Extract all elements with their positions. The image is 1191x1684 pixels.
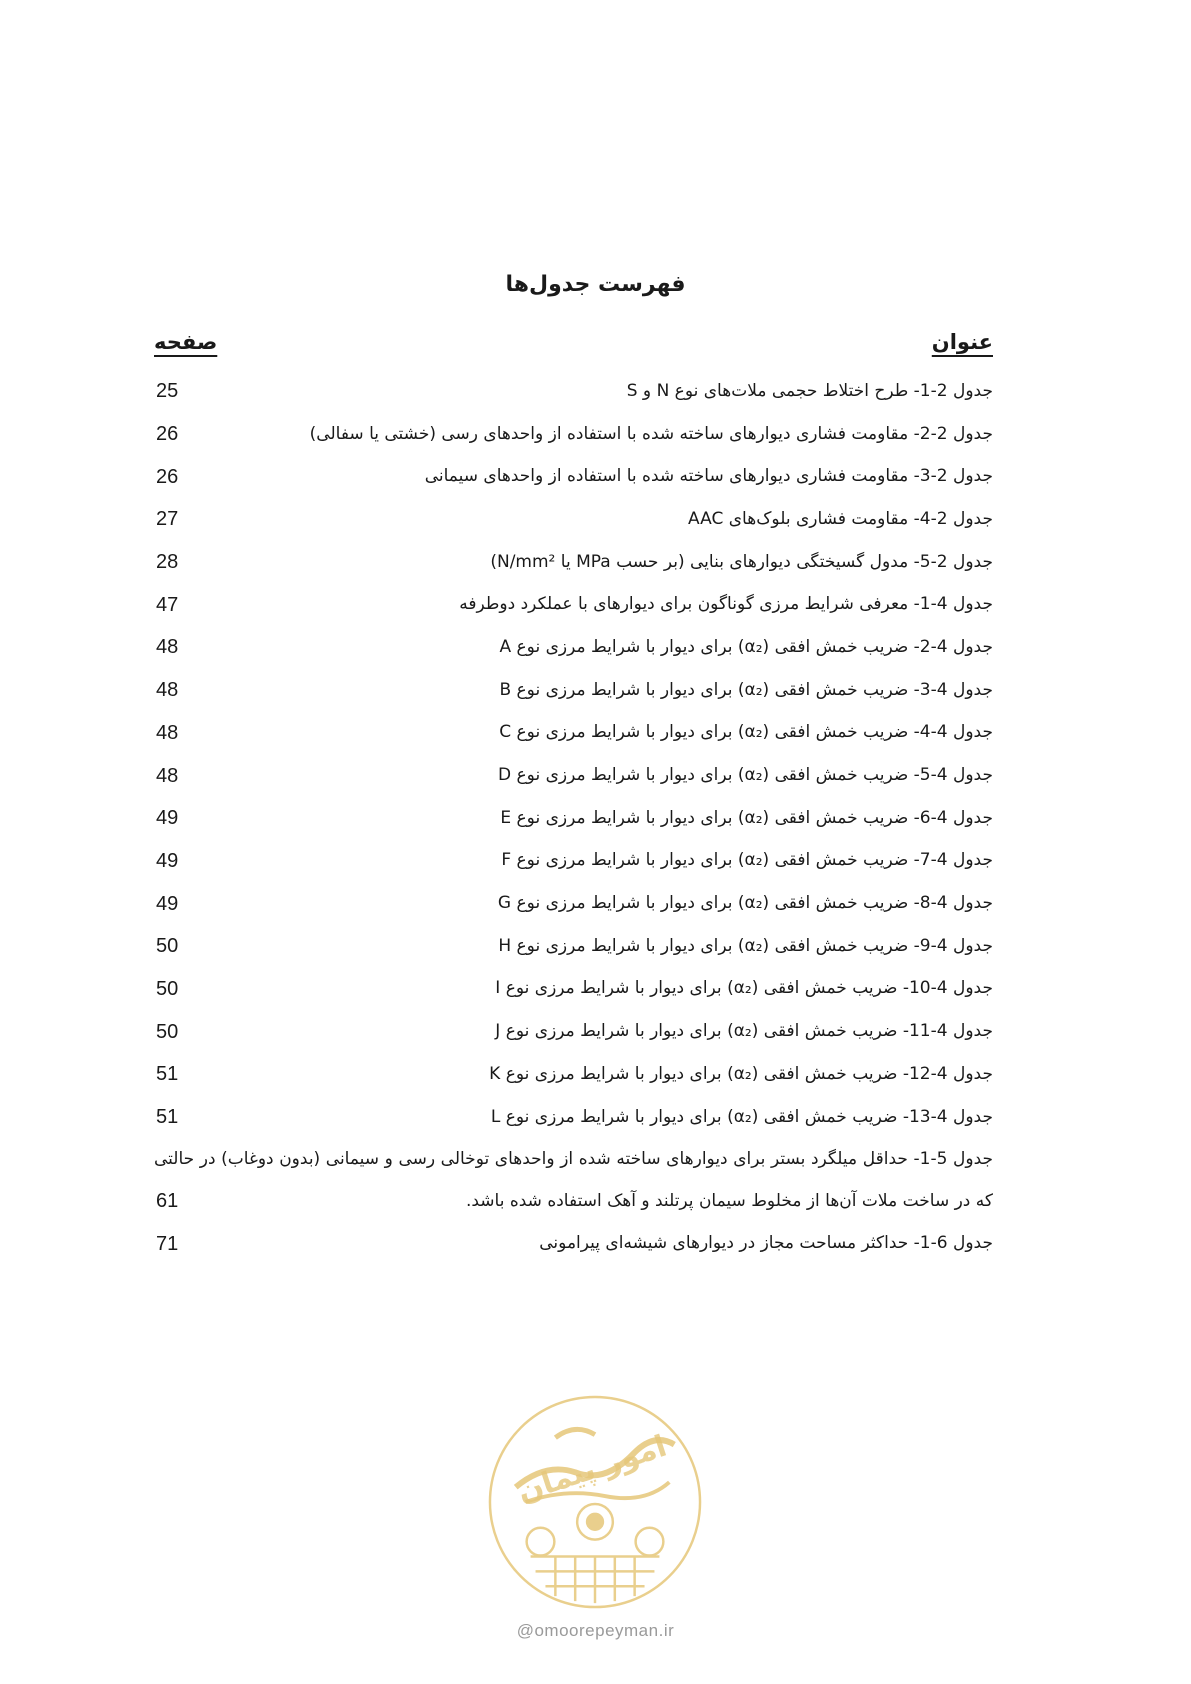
website-watermark: @omoorepeyman.ir	[516, 1621, 675, 1640]
toc-entry-title: جدول 4-9- ضریب خمش افقی (α₂) برای دیوار با شرایط مرزی نوع H	[498, 935, 993, 956]
toc-entry[interactable]	[154, 1010, 993, 1053]
toc-entry-page: 25	[156, 380, 179, 403]
toc-entry-page: 50	[156, 977, 179, 1000]
toc-entry-page: 49	[156, 849, 179, 872]
toc-entry[interactable]	[154, 1222, 993, 1265]
toc-entry-title: جدول 2-2- مقاومت فشاری دیوارهای ساخته شده با استفاده از واحدهای رسی (خشتی یا سفالی)	[309, 423, 993, 444]
toc-entry[interactable]	[154, 626, 993, 669]
toc-entry[interactable]	[154, 925, 993, 968]
toc-entry[interactable]	[154, 754, 993, 797]
page-column-header: صفحه	[154, 330, 218, 354]
toc-entry[interactable]	[154, 669, 993, 712]
toc-entry-page: 71	[156, 1232, 179, 1255]
toc-entry-title: جدول 4-10- ضریب خمش افقی (α₂) برای دیوار با شرایط مرزی نوع I	[495, 978, 993, 999]
toc-entry[interactable]	[154, 413, 993, 456]
toc-entry-title: جدول 4-2- ضریب خمش افقی (α₂) برای دیوار با شرایط مرزی نوع A	[499, 636, 993, 657]
toc-entry[interactable]	[154, 455, 993, 498]
toc-entry-page: 61	[156, 1190, 179, 1213]
toc-entry-title: جدول 4-8- ضریب خمش افقی (α₂) برای دیوار با شرایط مرزی نوع G	[497, 893, 993, 914]
toc-entry-title: جدول 4-4- ضریب خمش افقی (α₂) برای دیوار با شرایط مرزی نوع C	[499, 722, 993, 743]
toc-entry[interactable]	[154, 583, 993, 626]
toc-entry-page: 48	[156, 679, 179, 702]
toc-entry-page: 50	[156, 1020, 179, 1043]
toc-entry-title: جدول 4-12- ضریب خمش افقی (α₂) برای دیوار با شرایط مرزی نوع K	[489, 1063, 993, 1084]
toc-entry-page: 50	[156, 935, 179, 958]
toc-entry-page: 26	[156, 465, 179, 488]
toc-entry-title: جدول 4-7- ضریب خمش افقی (α₂) برای دیوار با شرایط مرزی نوع F	[501, 850, 993, 871]
toc-entry[interactable]	[154, 370, 993, 413]
toc-entry-title: جدول 4-6- ضریب خمش افقی (α₂) برای دیوار با شرایط مرزی نوع E	[500, 807, 993, 828]
toc-entry-page: 51	[156, 1063, 179, 1086]
toc-entry-page: 48	[156, 636, 179, 659]
toc-entry-page: 47	[156, 593, 179, 616]
toc-entry-page: 49	[156, 807, 179, 830]
page-title: فهرست جدول‌ها	[505, 272, 686, 297]
toc-entry-page: 48	[156, 721, 179, 744]
toc-entry-title: جدول 2-4- مقاومت فشاری بلوک‌های AAC	[688, 508, 993, 529]
title-column-header: عنوان	[931, 330, 993, 354]
publisher-seal-logo	[486, 1393, 704, 1611]
toc-entry[interactable]	[154, 1053, 993, 1096]
toc-entry[interactable]	[154, 1096, 993, 1139]
toc-entry-title: جدول 4-11- ضریب خمش افقی (α₂) برای دیوار با شرایط مرزی نوع J	[495, 1021, 993, 1042]
toc-entry-page: 51	[156, 1106, 179, 1129]
toc-entry-page: 26	[156, 423, 179, 446]
toc-entry-page: 49	[156, 892, 179, 915]
toc-entry[interactable]	[154, 797, 993, 840]
toc-entry-title: جدول 4-5- ضریب خمش افقی (α₂) برای دیوار با شرایط مرزی نوع D	[498, 765, 993, 786]
toc-entry[interactable]	[154, 1138, 993, 1222]
toc-entry[interactable]	[154, 882, 993, 925]
toc-entry-title: جدول 4-13- ضریب خمش افقی (α₂) برای دیوار با شرایط مرزی نوع L	[490, 1106, 993, 1127]
toc-entry-title: جدول 2-1- طرح اختلاط حجمی ملات‌های نوع N و S	[626, 380, 993, 401]
toc-entry-title: جدول 4-3- ضریب خمش افقی (α₂) برای دیوار با شرایط مرزی نوع B	[499, 679, 993, 700]
seal-text: امور پیمان	[513, 1428, 671, 1510]
toc-entry[interactable]	[154, 712, 993, 755]
toc-entry-title: جدول 4-1- معرفی شرایط مرزی گوناگون برای دیوارهای با عملکرد دوطرفه	[459, 594, 993, 615]
toc-entry-page: 27	[156, 508, 179, 531]
toc-entry-page: 48	[156, 764, 179, 787]
toc-entry-title: جدول 2-3- مقاومت فشاری دیوارهای ساخته شده با استفاده از واحدهای سیمانی	[424, 466, 993, 487]
table-of-contents	[154, 370, 993, 1265]
toc-entry[interactable]	[154, 968, 993, 1011]
toc-entry-title: جدول 2-5- مدول گسیختگی دیوارهای بنایی (بر حسب MPa یا N/mm²)	[490, 551, 993, 572]
toc-entry[interactable]	[154, 498, 993, 541]
toc-entry[interactable]	[154, 840, 993, 883]
toc-entry-title: جدول 6-1- حداکثر مساحت مجاز در دیوارهای شیشه‌ای پیرامونی	[539, 1233, 993, 1254]
toc-entry-page: 28	[156, 551, 179, 574]
toc-entry-title: جدول 5-1- حداقل میلگرد بستر برای دیوارهای ساخته شده از واحدهای توخالی رسی و سیمانی (بدون دوغاب) در حالتی که در ساخت ملات آن‌ها از مخلوط سیمان پرتلند و آهک استفاده شده باشد.	[154, 1149, 994, 1212]
toc-entry[interactable]	[154, 541, 993, 584]
